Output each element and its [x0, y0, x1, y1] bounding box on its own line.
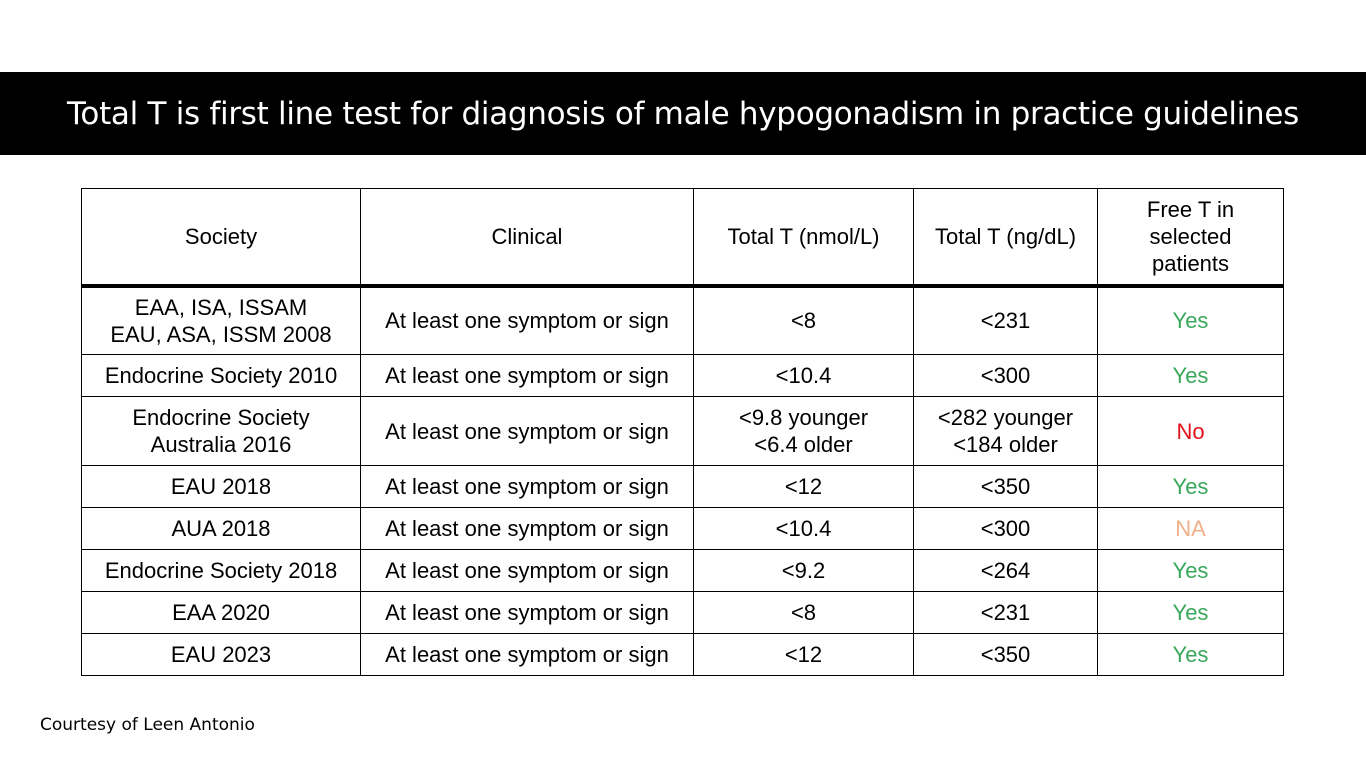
header-free-t-line: selected [1149, 223, 1232, 249]
header-society: Society [82, 189, 361, 286]
cell-clinical: At least one symptom or sign [361, 355, 694, 397]
cell-society: AUA 2018 [82, 508, 361, 550]
table-row [82, 355, 1284, 397]
cell-clinical: At least one symptom or sign [361, 634, 694, 676]
cell-society: EAA 2020 [82, 592, 361, 634]
society-line: EAU, ASA, ISSM 2008 [110, 321, 332, 347]
cell-clinical: At least one symptom or sign [361, 508, 694, 550]
cell-total-t-nmol: <9.2 [694, 550, 914, 592]
table-row [82, 592, 1284, 634]
cell-free-t: NA [1098, 508, 1284, 550]
cell-free-t: Yes [1098, 634, 1284, 676]
cell-clinical: At least one symptom or sign [361, 592, 694, 634]
courtesy-note: Courtesy of Leen Antonio [40, 715, 255, 735]
header-free-t-line: Free T in [1146, 196, 1235, 222]
cell-society: EAU 2023 [82, 634, 361, 676]
cell-total-t-nmol: <10.4 [694, 355, 914, 397]
title-bar [0, 72, 1366, 155]
cell-total-t-ngdl: <264 [914, 550, 1098, 592]
cell-total-t-nmol: <8 [694, 592, 914, 634]
table-row [82, 466, 1284, 508]
society-line: Endocrine Society [132, 405, 310, 430]
table-row [82, 397, 1284, 466]
cell-total-t-nmol: <8 [694, 286, 914, 355]
nmol-line: <9.8 younger [738, 405, 869, 430]
table-row [82, 286, 1284, 355]
cell-total-t-nmol: <12 [694, 634, 914, 676]
cell-free-t: Yes [1098, 550, 1284, 592]
table-row [82, 550, 1284, 592]
cell-society: Endocrine Society 2010 [82, 355, 361, 397]
header-total-t-nmol: Total T (nmol/L) [694, 189, 914, 286]
cell-total-t-ngdl: <350 [914, 466, 1098, 508]
header-free-t [1098, 189, 1284, 286]
cell-clinical: At least one symptom or sign [361, 397, 694, 466]
header-free-t-line: patients [1151, 250, 1230, 276]
cell-total-t-nmol [694, 397, 914, 466]
slide-title: Total T is first line test for diagnosis of male hypogonadism in practice guidelines [67, 95, 1299, 132]
cell-total-t-ngdl: <300 [914, 508, 1098, 550]
ngdl-line: <282 younger [937, 405, 1074, 430]
cell-total-t-nmol: <12 [694, 466, 914, 508]
cell-total-t-ngdl: <231 [914, 286, 1098, 355]
cell-clinical: At least one symptom or sign [361, 286, 694, 355]
society-line: Australia 2016 [150, 432, 292, 457]
cell-total-t-ngdl: <231 [914, 592, 1098, 634]
society-line: EAA, ISA, ISSAM [134, 294, 308, 320]
cell-clinical: At least one symptom or sign [361, 550, 694, 592]
cell-free-t: Yes [1098, 286, 1284, 355]
header-clinical: Clinical [361, 189, 694, 286]
cell-free-t: Yes [1098, 355, 1284, 397]
cell-free-t: No [1098, 397, 1284, 466]
table-row [82, 508, 1284, 550]
cell-society: EAU 2018 [82, 466, 361, 508]
cell-total-t-nmol: <10.4 [694, 508, 914, 550]
cell-total-t-ngdl: <350 [914, 634, 1098, 676]
cell-total-t-ngdl [914, 397, 1098, 466]
cell-free-t: Yes [1098, 466, 1284, 508]
cell-clinical: At least one symptom or sign [361, 466, 694, 508]
header-row [82, 189, 1284, 286]
guidelines-table [81, 188, 1284, 676]
ngdl-line: <184 older [953, 432, 1058, 457]
cell-society: Endocrine Society 2018 [82, 550, 361, 592]
header-total-t-ngdl: Total T (ng/dL) [914, 189, 1098, 286]
table-row [82, 634, 1284, 676]
cell-society [82, 286, 361, 355]
nmol-line: <6.4 older [754, 432, 853, 457]
cell-society [82, 397, 361, 466]
cell-total-t-ngdl: <300 [914, 355, 1098, 397]
cell-free-t: Yes [1098, 592, 1284, 634]
